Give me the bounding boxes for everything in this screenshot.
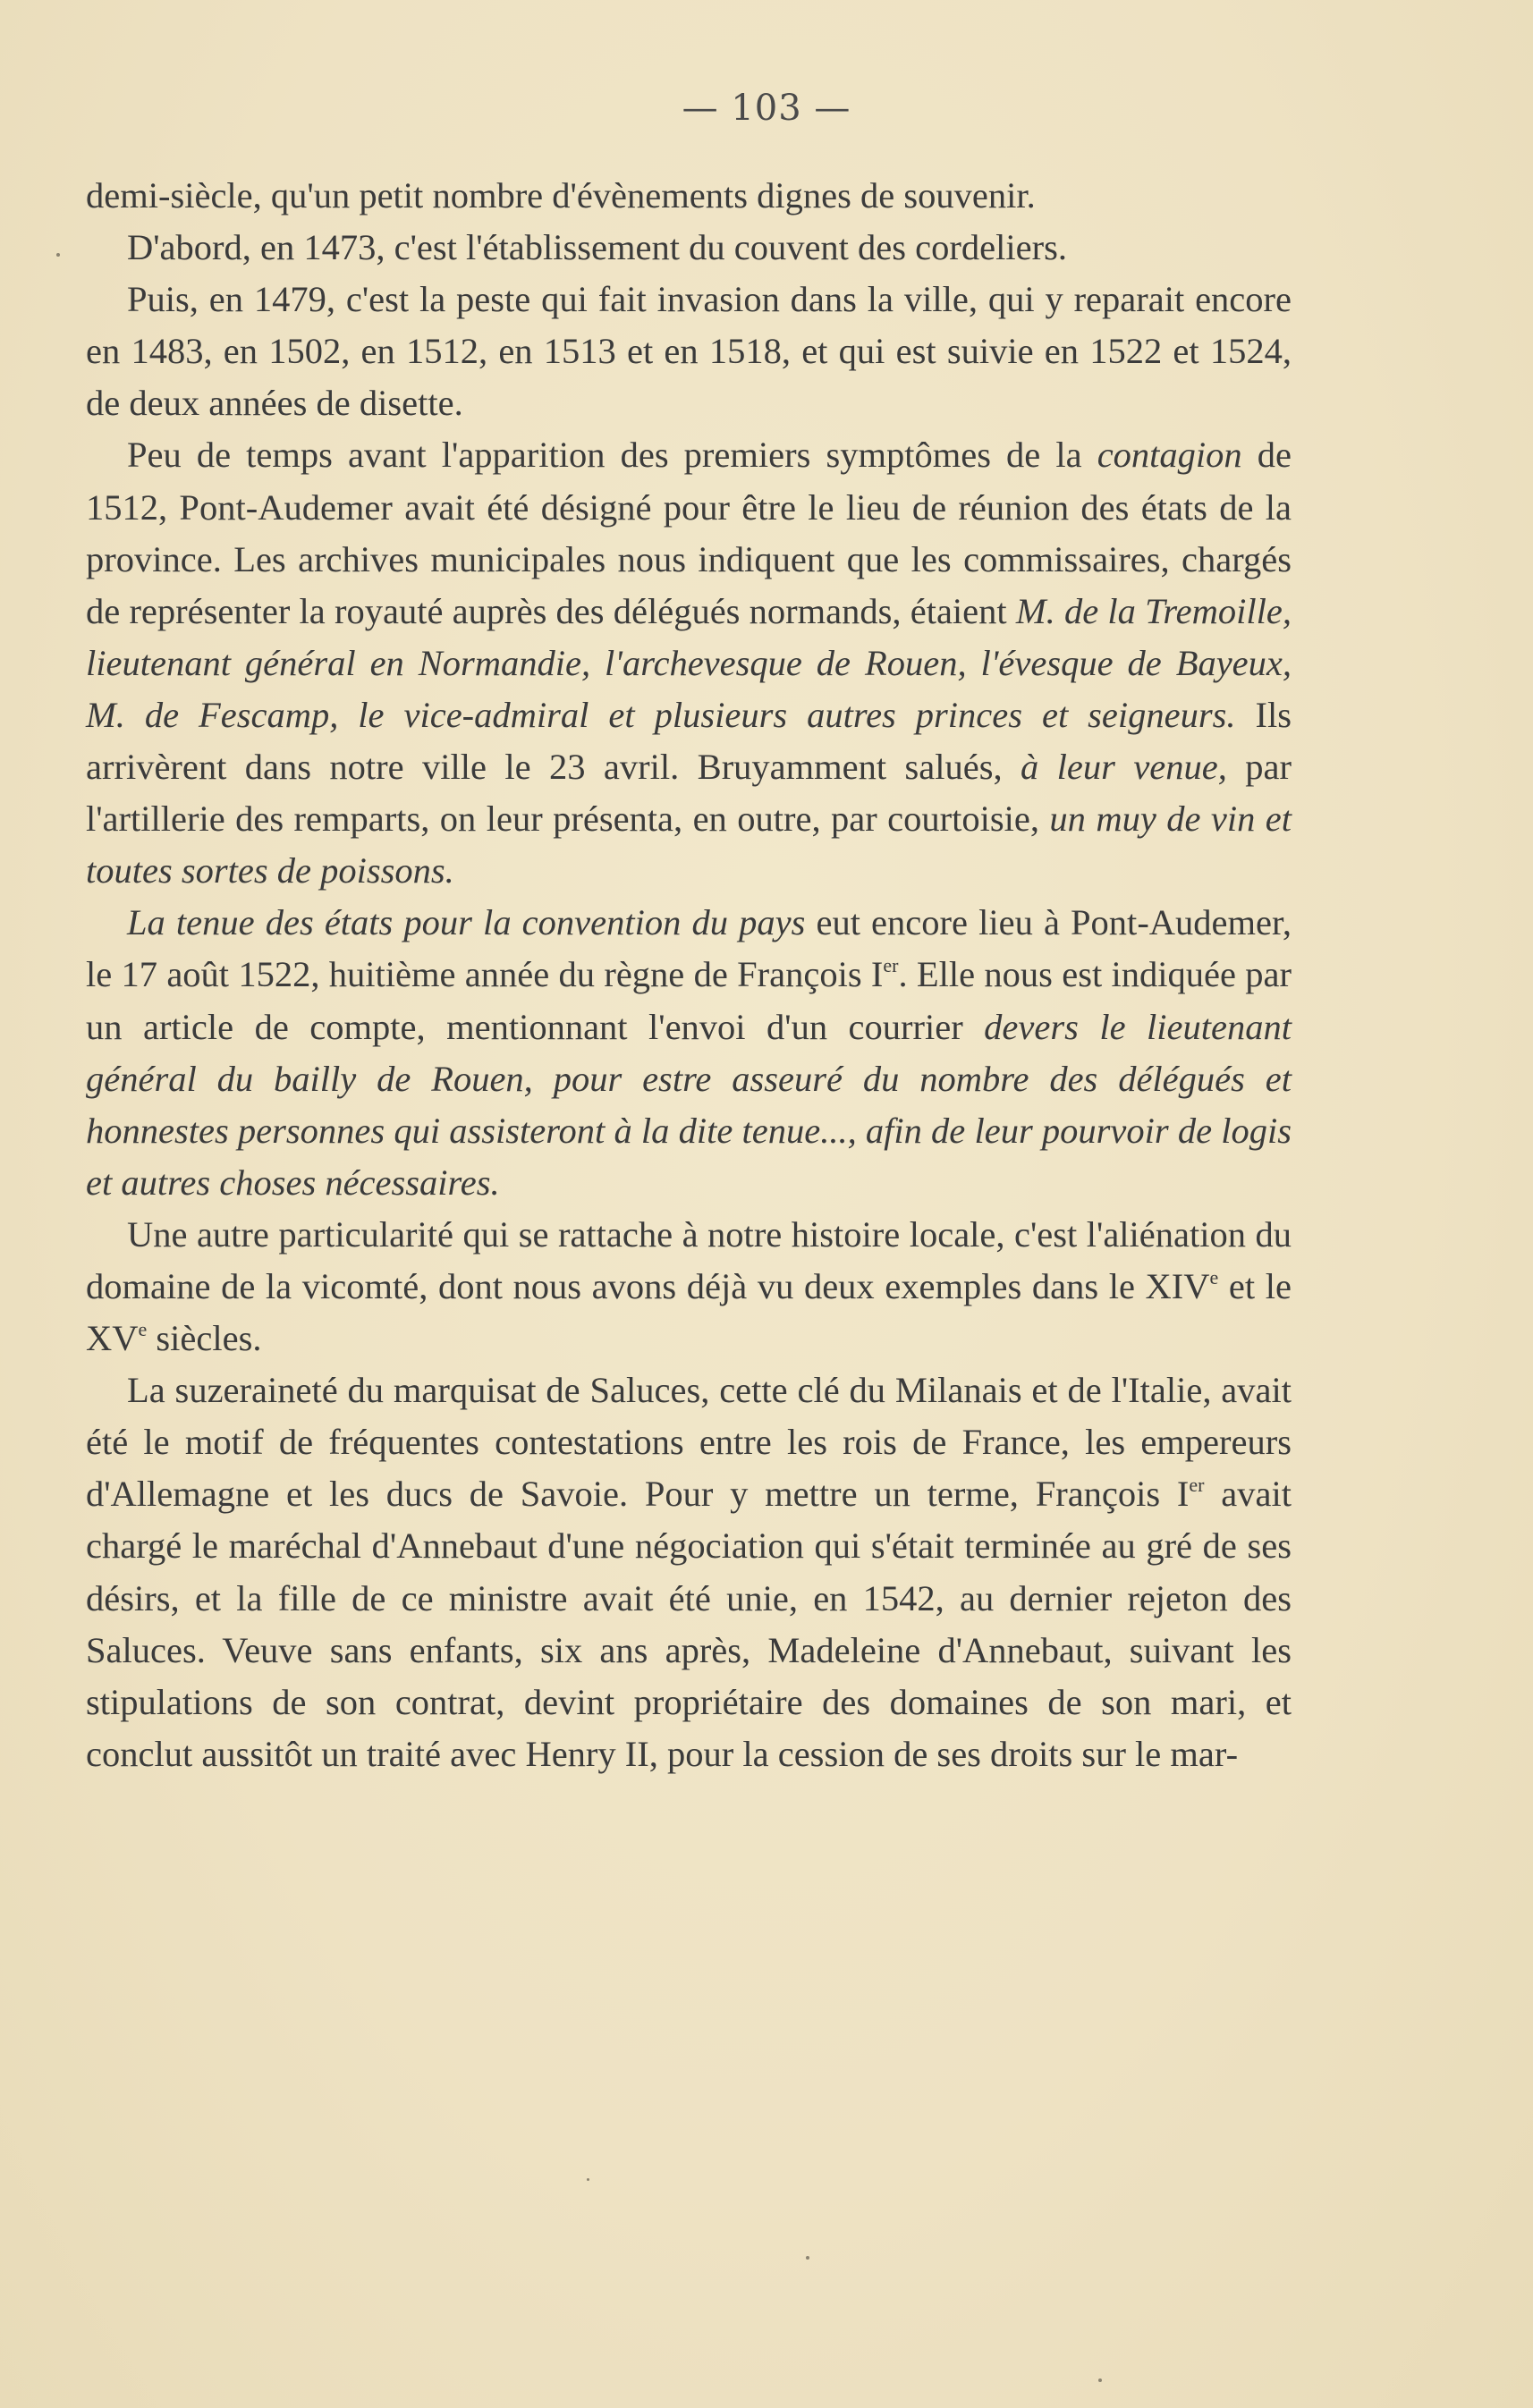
text-run: avait chargé le maréchal d'Annebaut d'une négociation qui s'était terminée au gré de ses désirs, et la fille de ce ministre avait été unie, en 1542, au dernier rejeton des Saluces. Veuve sans enfants, six ans après, Madeleine d'Annebaut, suivant les stipulations de son contrat, devint propriétaire des domaines de son mari, et conclut aussitôt un traité avec Henry II, pour la cession de ses droits sur le mar- xyxy=(86,1474,1292,1774)
paragraph-saluces xyxy=(86,1365,1292,1780)
italic-run: à leur venue, xyxy=(1021,747,1227,788)
text-run: Peu de temps avant l'apparition des premiers symptômes de la xyxy=(127,435,1097,476)
body-text xyxy=(86,170,1292,1780)
superscript: er xyxy=(1189,1474,1205,1497)
paper-speck xyxy=(56,253,60,257)
superscript: e xyxy=(1209,1265,1219,1288)
paragraph-tenue-1522 xyxy=(86,897,1292,1209)
text-run: siècles. xyxy=(147,1318,262,1359)
italic-run: La tenue des états pour la convention du pays xyxy=(127,902,806,943)
paragraph-cordeliers: D'abord, en 1473, c'est l'établissement du couvent des cordeliers. xyxy=(127,227,1067,268)
paper-speck xyxy=(1098,2378,1102,2382)
superscript: er xyxy=(883,954,899,977)
paper-speck xyxy=(587,2178,589,2181)
page-number: — 103 — xyxy=(682,88,851,129)
paragraph-continuation: demi-siècle, qu'un petit nombre d'évènements dignes de souvenir. xyxy=(86,175,1036,215)
paragraph-alienation xyxy=(86,1209,1292,1365)
text-run: . Elle nous est indiquée par un article de compte, mentionnant l'envoi d'un courrier xyxy=(86,954,1292,1047)
superscript: e xyxy=(138,1318,148,1341)
text-run: Ils arrivèrent dans notre ville le 23 avril. Bruyamment salués, xyxy=(86,694,1292,788)
italic-run: contagion xyxy=(1097,435,1242,476)
text-run: La suzeraineté du marquisat de Saluces, cette clé du Milanais et de l'Italie, avait été le motif de fréquentes contestations entre les rois de France, les empereurs d'Allemagne et les ducs de Savoie. Pour y mettre un terme, François I xyxy=(86,1370,1292,1515)
italic-run: devers le lieutenant général du bailly de Rouen, pour estre asseuré du nombre des délégués et honnestes personnes qui assisteront à la dite tenue..., afin de leur pourvoir de logis et autres choses nécessaires. xyxy=(86,1006,1292,1203)
text-run: Une autre particularité qui se rattache à notre histoire locale, c'est l'aliénation du domaine de la vicomté, dont nous avons déjà vu deux exemples dans le XIV xyxy=(86,1213,1292,1306)
text-run: par l'artillerie des remparts, on leur présenta, en outre, par courtoisie, xyxy=(86,747,1292,840)
paper-speck xyxy=(806,2256,809,2260)
text-run: eut encore lieu à Pont-Audemer, le 17 août 1522, huitième année du règne de François I xyxy=(86,902,1292,995)
italic-run: un muy de vin et toutes sortes de poissons. xyxy=(86,798,1292,891)
text-run: de 1512, Pont-Audemer avait été désigné pour être le lieu de réunion des états de la province. Les archives municipales nous indiquent que les commissaires, chargés de représenter la royauté auprès des délégués normands, étaient xyxy=(86,435,1292,631)
paragraph-peste: Puis, en 1479, c'est la peste qui fait invasion dans la ville, qui y reparait encore en 1483, en 1502, en 1512, en 1513 et en 1518, et qui est suivie en 1522 et 1524, de deux années de disette. xyxy=(86,279,1292,424)
text-run: et le XV xyxy=(86,1265,1292,1359)
italic-run: M. de la Tremoille, lieutenant général en Normandie, l'archevesque de Rouen, l'évesque de Bayeux, M. de Fescamp, le vice-admiral et plusieurs autres princes et seigneurs. xyxy=(86,590,1292,735)
paragraph-etats-1512 xyxy=(86,429,1292,897)
